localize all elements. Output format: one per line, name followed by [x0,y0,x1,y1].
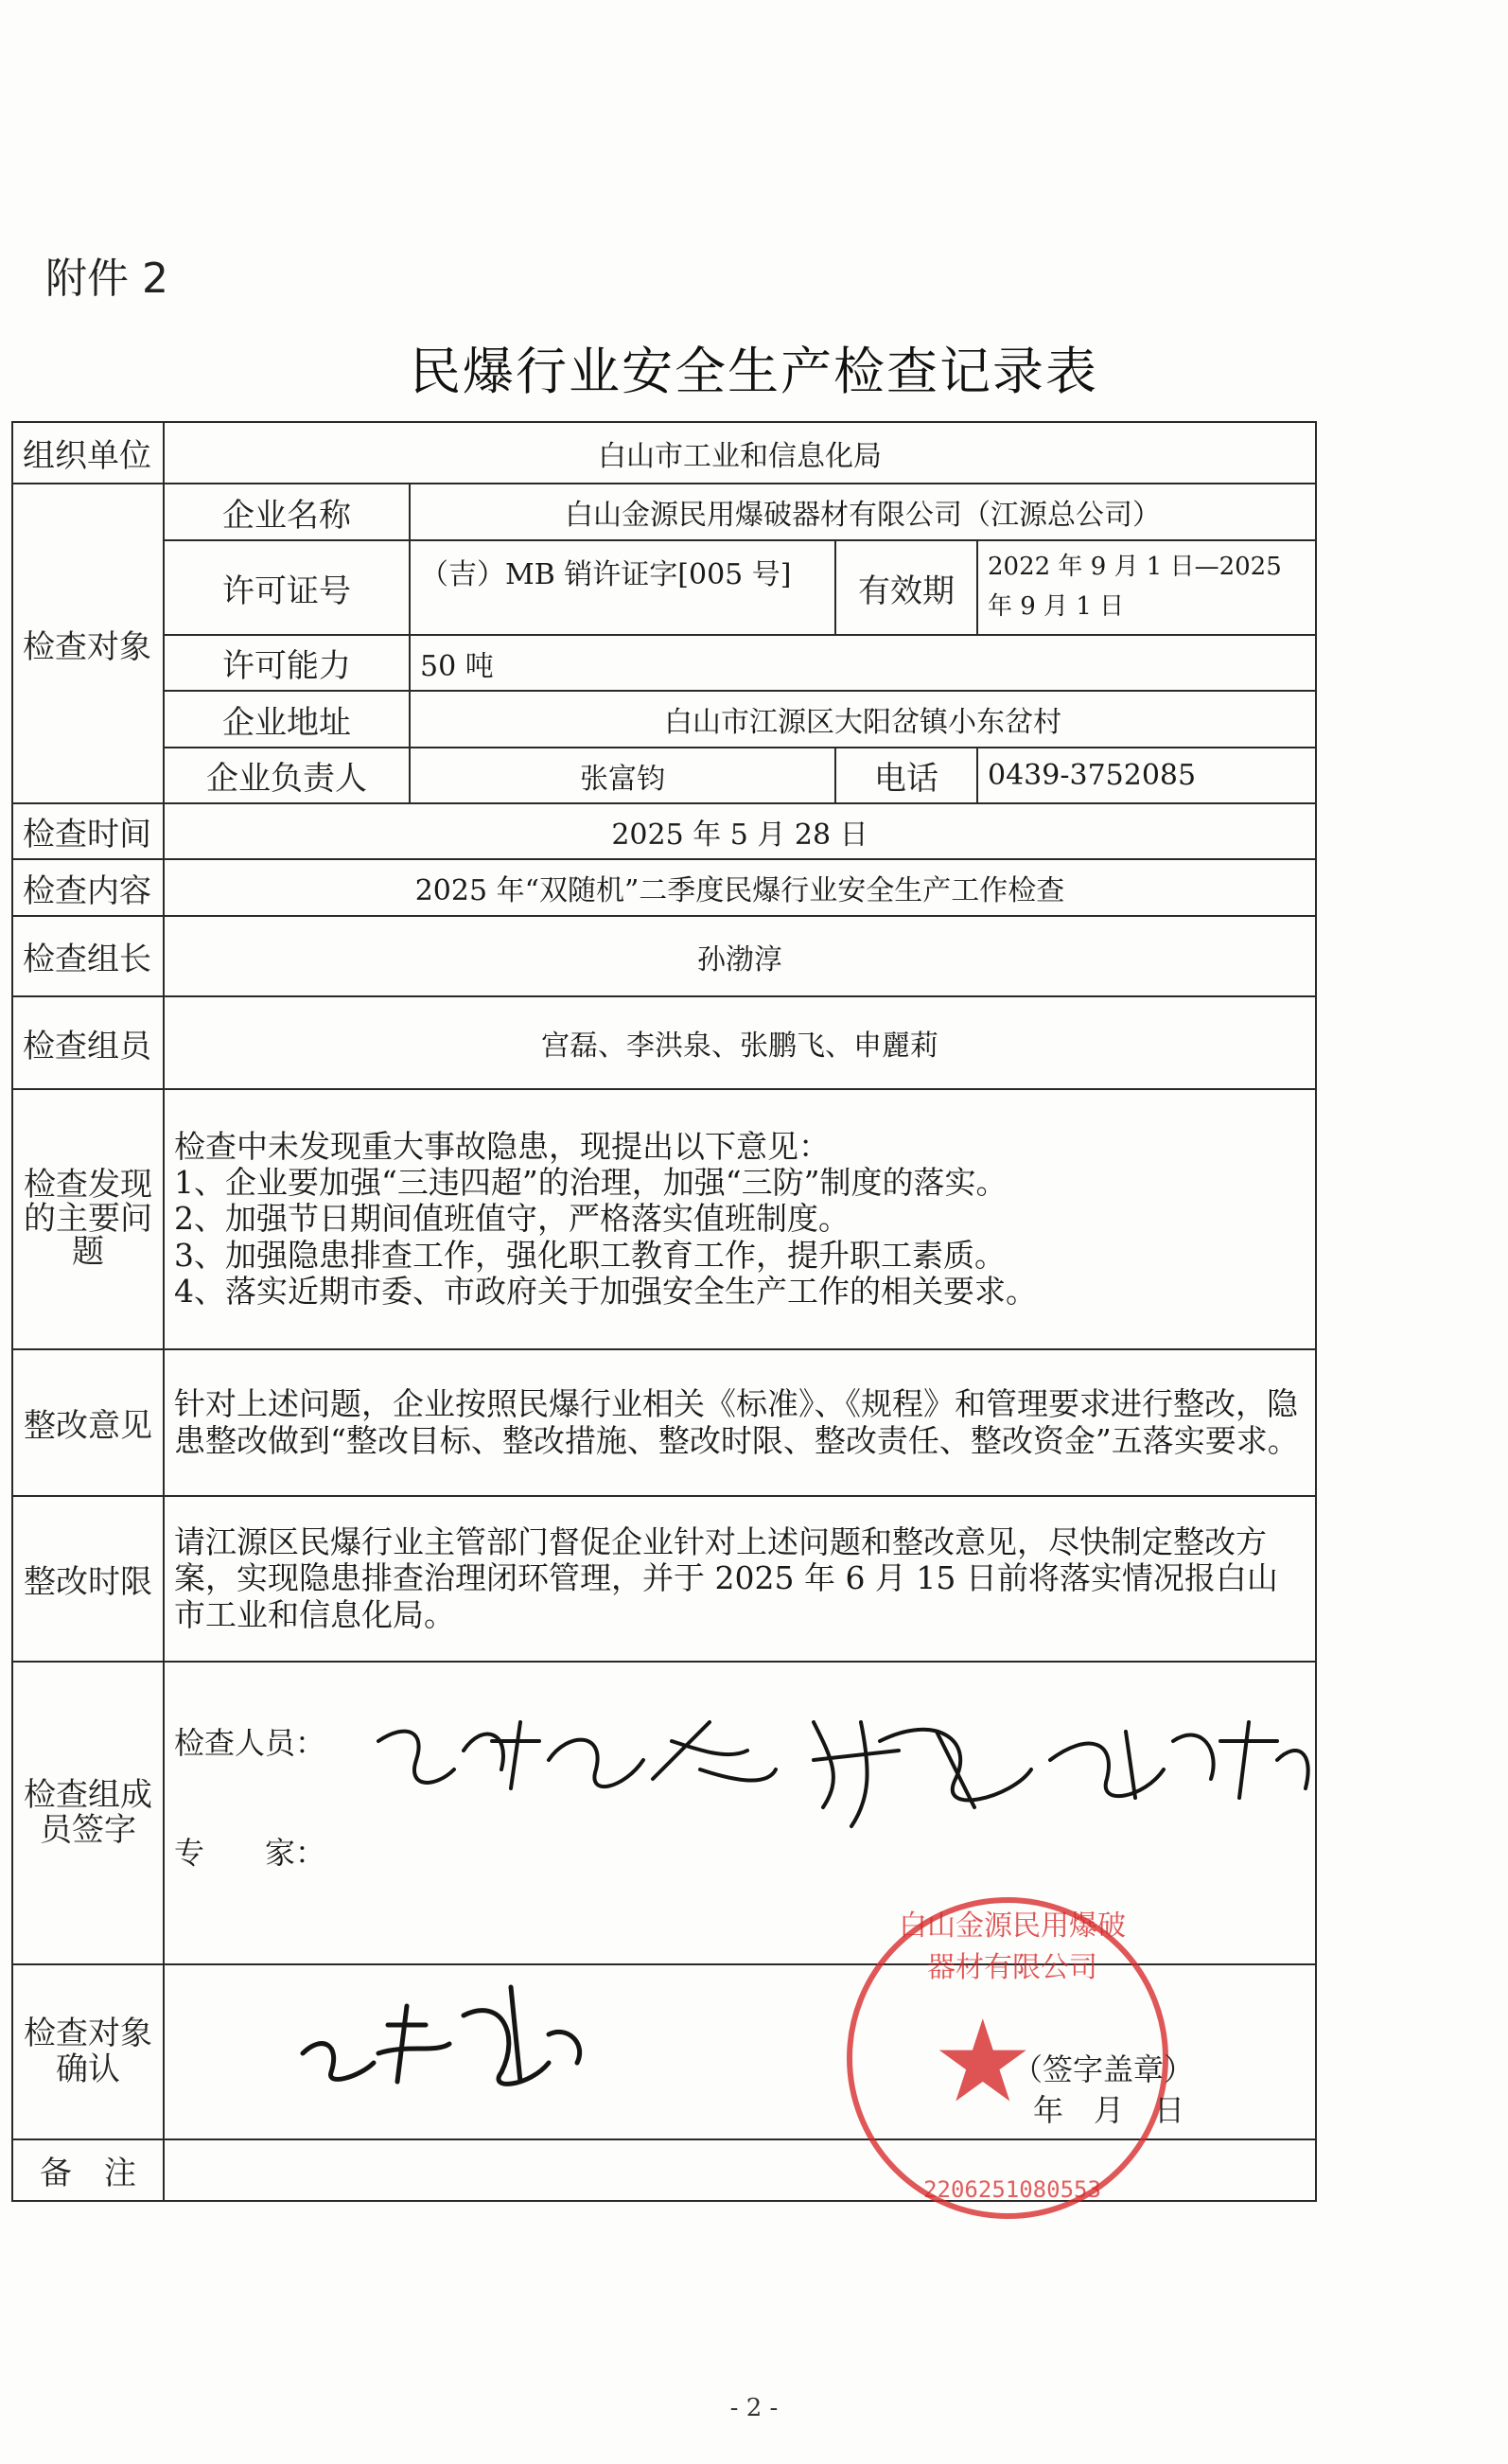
row-members [12,996,1316,1089]
page-number: - 2 - [729,2394,779,2422]
row-license [12,540,1316,635]
issue-item: 1、企业要加强“三违四超”的治理，加强“三防”制度的落实。 [174,1164,1008,1202]
rectify-deadline-value: 请江源区民爆行业主管部门督促企业针对上述问题和整改意见，尽快制定整改方案，实现隐患排查治理闭环管理，并于 2025 年 6 月 15 日前将落实情况报白山市工业和信息化局。 [164,1496,1316,1662]
row-rectify-opinion [12,1349,1316,1496]
license-no-value: （吉）MB 销许证字[005 号] [410,540,835,635]
row-address [12,691,1316,748]
experts-label: 专 家： [174,1835,326,1871]
org-unit-value: 白山市工业和信息化局 [164,422,1316,484]
target-label: 检查对象 [12,484,164,803]
inspector-signatures [369,1684,1504,1845]
leader-label: 检查组长 [12,916,164,996]
attachment-label: 附件 2 [45,255,168,303]
issues-value [164,1089,1316,1349]
row-company-name [12,484,1316,540]
content-label: 检查内容 [12,859,164,916]
capacity-label: 许可能力 [164,635,410,691]
company-name-label: 企业名称 [164,484,410,540]
manager-value: 张富钧 [410,748,835,803]
row-time [12,803,1316,859]
leader-value: 孙渤淳 [164,916,1316,996]
phone-label: 电话 [835,748,977,803]
issue-item: 3、加强隐患排查工作，强化职工教育工作，提升职工素质。 [174,1236,1006,1274]
row-content [12,859,1316,916]
manager-label: 企业负责人 [164,748,410,803]
company-seal-text: 白山金源民用爆破器材有限公司 [899,1910,1126,1984]
validity-label: 有效期 [835,540,977,635]
issues-label: 检查发现的主要问题 [12,1089,164,1349]
issue-item: 2、加强节日期间值班值守，严格落实值班制度。 [174,1200,850,1238]
date-note: 年 月 日 [1033,2092,1185,2128]
rectify-opinion-value: 针对上述问题，企业按照民爆行业相关《标准》、《规程》和管理要求进行整改，隐患整改做到“整改目标、整改措施、整改时限、整改责任、整改资金”五落实要求。 [164,1349,1316,1496]
inspectors-label: 检查人员： [174,1725,326,1761]
validity-value: 2022 年 9 月 1 日—2025 年 9 月 1 日 [977,540,1316,635]
rectify-opinion-label: 整改意见 [12,1349,164,1496]
row-leader [12,916,1316,996]
company-seal-number: 2206251080553 [923,2176,1101,2203]
members-label: 检查组员 [12,996,164,1089]
confirm-label: 检查对象确认 [12,1964,164,2139]
row-issues [12,1089,1316,1349]
sign-label: 检查组成员签字 [12,1662,164,1964]
issues-intro: 检查中未发现重大事故隐患，现提出以下意见： [174,1127,830,1165]
license-no-label: 许可证号 [164,540,410,635]
capacity-value: 50 吨 [410,635,1316,691]
org-unit-label: 组织单位 [12,422,164,484]
rectify-deadline-label: 整改时限 [12,1496,164,1662]
time-label: 检查时间 [12,803,164,859]
phone-value: 0439-3752085 [977,748,1316,803]
members-value: 宫磊、李洪泉、张鹏飞、申麗莉 [164,996,1316,1089]
row-capacity [12,635,1316,691]
seal-note: （签字盖章） [1012,2051,1195,2087]
remarks-value [164,2139,1316,2201]
seal-star-icon: ★ [932,1997,1034,2128]
remarks-label: 备 注 [12,2139,164,2201]
row-rectify-deadline [12,1496,1316,1662]
time-value: 2025 年 5 月 28 日 [164,803,1316,859]
address-label: 企业地址 [164,691,410,748]
address-value: 白山市江源区大阳岔镇小东岔村 [410,691,1316,748]
company-name-value: 白山金源民用爆破器材有限公司（江源总公司） [410,484,1316,540]
row-org-unit [12,422,1316,484]
document-title: 民爆行业安全生产检查记录表 [410,342,1098,401]
content-value: 2025 年“双随机”二季度民爆行业安全生产工作检查 [164,859,1316,916]
issue-item: 4、落实近期市委、市政府关于加强安全生产工作的相关要求。 [174,1272,1037,1310]
row-manager [12,748,1316,803]
target-signature [284,1968,624,2101]
